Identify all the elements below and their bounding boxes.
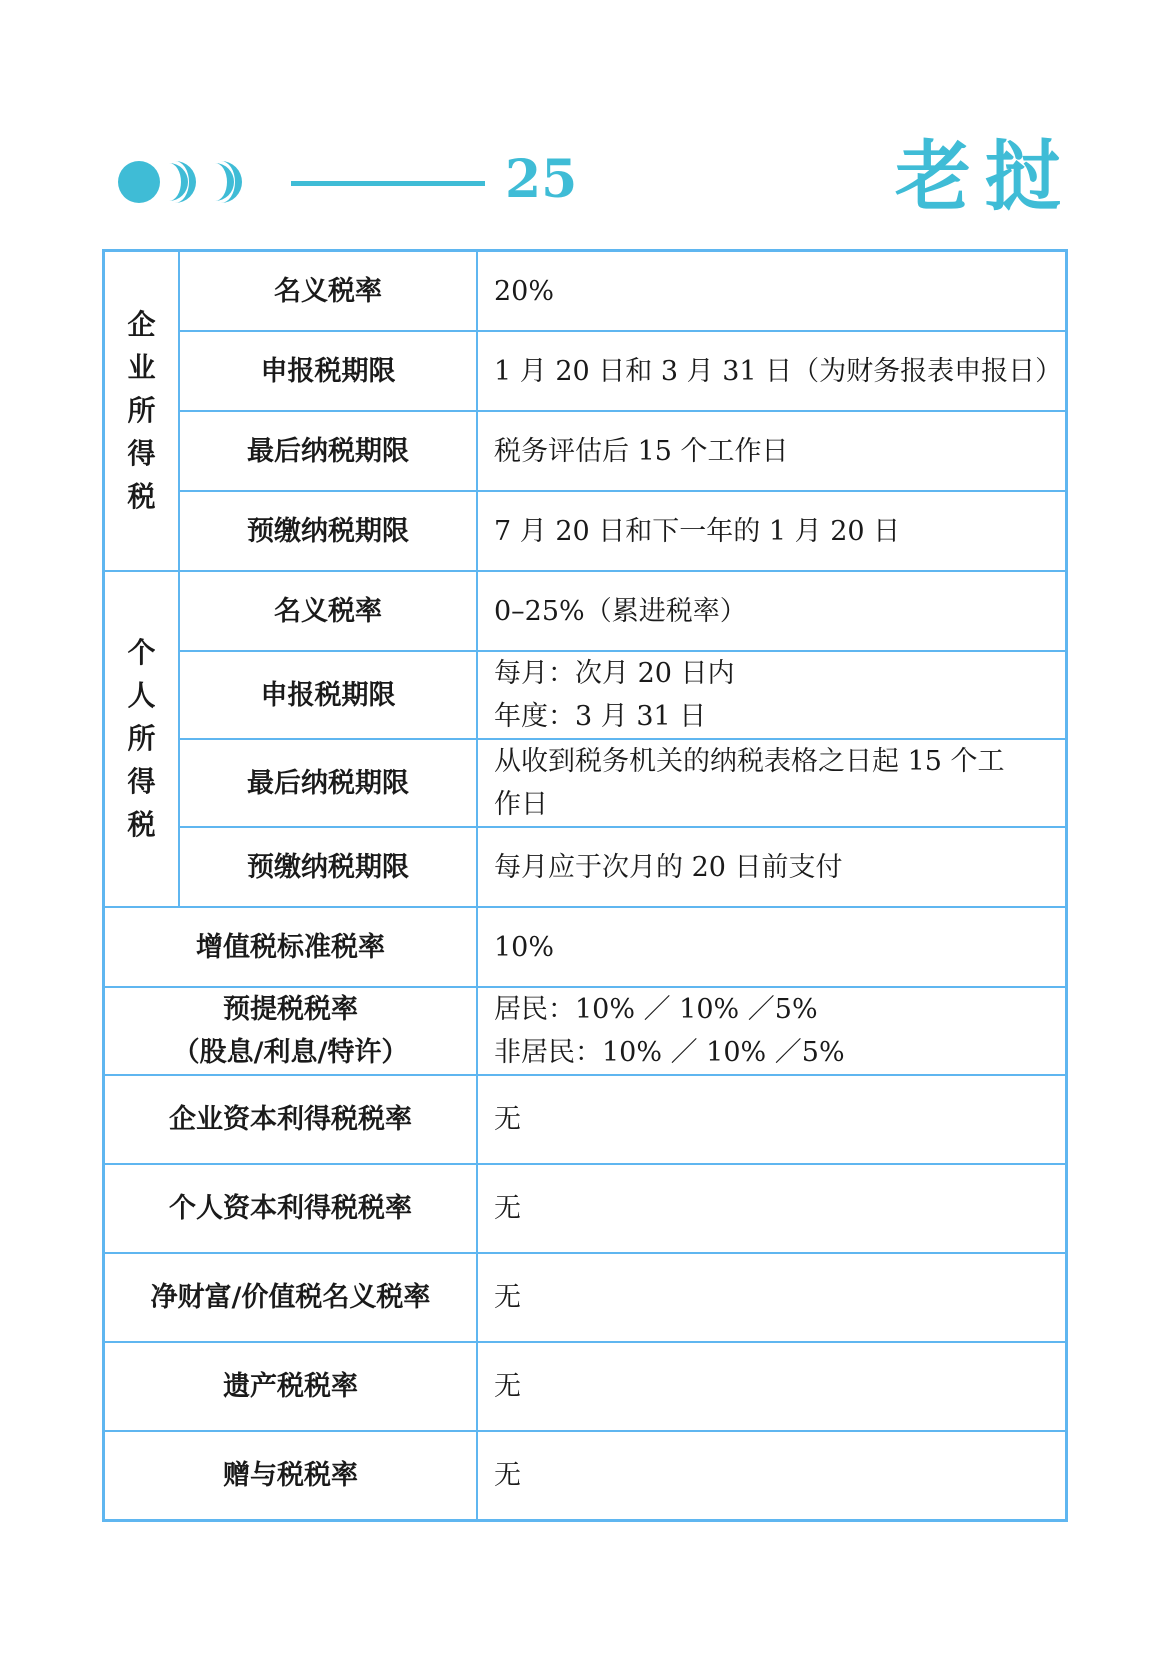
row-value: 从收到税务机关的纳税表格之日起 15 个工 作日 [477,739,1067,827]
tax-table [102,249,1068,1522]
row-value: 无 [477,1164,1067,1253]
group-label-personal: 个人所得税 [104,571,180,907]
row-label: 预缴纳税期限 [179,827,477,907]
row-value: 税务评估后 15 个工作日 [477,411,1067,491]
table-row [104,491,1067,571]
table-row [104,739,1067,827]
row-value: 10% [477,907,1067,987]
row-value: 居民：10% ／ 10% ／5% 非居民：10% ／ 10% ／5% [477,987,1067,1075]
table-row [104,331,1067,411]
row-value: 每月应于次月的 20 日前支付 [477,827,1067,907]
table-row [104,827,1067,907]
row-label: 赠与税税率 [104,1431,478,1521]
table-row [104,1075,1067,1164]
row-value: 无 [477,1075,1067,1164]
row-value: 20% [477,251,1067,332]
row-value: 无 [477,1342,1067,1431]
row-value: 无 [477,1253,1067,1342]
row-label: 遗产税税率 [104,1342,478,1431]
row-label: 申报税期限 [179,331,477,411]
table-row [104,907,1067,987]
table-row [104,251,1067,332]
group-label-corporate: 企业所得税 [104,251,180,572]
page-header [0,0,1166,230]
row-value: 无 [477,1431,1067,1521]
row-label: 最后纳税期限 [179,411,477,491]
row-label: 企业资本利得税税率 [104,1075,478,1164]
row-label: 个人资本利得税税率 [104,1164,478,1253]
page-number: 25 [505,149,578,210]
table-row [104,987,1067,1075]
table-row [104,1431,1067,1521]
row-value: 0–25%（累进税率） [477,571,1067,651]
table-row [104,1253,1067,1342]
table-row [104,651,1067,739]
row-label: 名义税率 [179,571,477,651]
three-dots-icon [117,160,247,204]
row-label: 预提税税率 （股息/利息/特许） [104,987,478,1075]
row-label: 最后纳税期限 [179,739,477,827]
table-row [104,411,1067,491]
row-label: 增值税标准税率 [104,907,478,987]
row-value: 每月：次月 20 日内 年度：3 月 31 日 [477,651,1067,739]
table-row [104,1342,1067,1431]
row-label: 净财富/价值税名义税率 [104,1253,478,1342]
row-label: 名义税率 [179,251,477,332]
row-label: 申报税期限 [179,651,477,739]
table-row [104,571,1067,651]
row-value: 1 月 20 日和 3 月 31 日（为财务报表申报日） [477,331,1067,411]
header-rule [291,181,485,186]
table-row [104,1164,1067,1253]
row-value: 7 月 20 日和下一年的 1 月 20 日 [477,491,1067,571]
country-title: 老挝 [895,132,1075,221]
row-label: 预缴纳税期限 [179,491,477,571]
